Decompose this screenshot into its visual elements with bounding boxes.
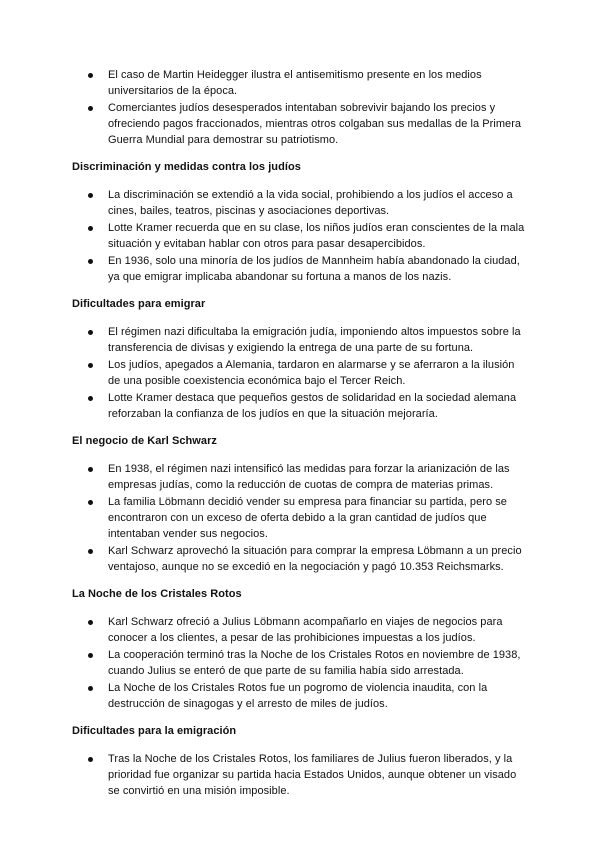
bullet-icon — [88, 193, 93, 198]
bullet-icon — [88, 396, 93, 401]
bullet-icon — [88, 73, 93, 78]
list-item-text: La Noche de los Cristales Rotos fue un pogromo de violencia inaudita, con la destrucción de sinagogas y el arresto de miles de judíos. — [108, 682, 488, 710]
list-item — [72, 461, 528, 493]
list-item — [72, 390, 528, 422]
list-item-text: Tras la Noche de los Cristales Rotos, los familiares de Julius fueron liberados, y la prioridad fue organizar su partida hacia Estados Unidos, aunque obtener un visado se convirtió en una misión imposible. — [108, 753, 517, 797]
list-item — [72, 100, 528, 148]
section-heading: El negocio de Karl Schwarz — [72, 435, 217, 447]
list-item — [72, 357, 528, 389]
list-item-text: Karl Schwarz aprovechó la situación para comprar la empresa Löbmann a un precio ventajoso, aunque no se excedió en la negociación y pagó 10.353 Reichsmarks. — [108, 545, 522, 573]
list-item — [72, 324, 528, 356]
bullet-icon — [88, 549, 93, 554]
bullet-icon — [88, 757, 93, 762]
bullet-list — [72, 614, 528, 712]
bullet-list — [72, 187, 528, 285]
list-item-text: El régimen nazi dificultaba la emigración judía, imponiendo altos impuestos sobre la transferencia de divisas y exigiendo la entrega de una parte de su fortuna. — [108, 326, 521, 354]
list-item — [72, 647, 528, 679]
document-content — [72, 67, 528, 800]
list-item — [72, 253, 528, 285]
list-item-text: Comerciantes judíos desesperados intentaban sobrevivir bajando los precios y ofreciendo pagos fraccionados, mientras otros colgaban sus medallas de la Primera Guerra Mundial para demostrar su patriotismo. — [108, 102, 522, 146]
section-continuation — [72, 67, 528, 148]
list-item-text: Lotte Kramer recuerda que en su clase, los niños judíos eran conscientes de la mala situación y evitaban hablar con otros para pasar desapercibidos. — [108, 222, 525, 250]
section-dificultades-emigracion — [72, 723, 528, 799]
section-heading: La Noche de los Cristales Rotos — [72, 588, 242, 600]
bullet-list — [72, 324, 528, 422]
bullet-icon — [88, 106, 93, 111]
list-item-text: El caso de Martin Heidegger ilustra el antisemitismo presente en los medios universitarios de la época. — [108, 69, 482, 97]
list-item-text: Los judíos, apegados a Alemania, tardaron en alarmarse y se aferraron a la ilusión de una posible coexistencia económica bajo el Tercer Reich. — [108, 359, 515, 387]
bullet-icon — [88, 653, 93, 658]
list-item — [72, 680, 528, 712]
section-heading: Dificultades para emigrar — [72, 298, 206, 310]
list-item — [72, 751, 528, 799]
bullet-icon — [88, 686, 93, 691]
bullet-icon — [88, 467, 93, 472]
section-dificultades-emigrar — [72, 296, 528, 422]
list-item-text: Karl Schwarz ofreció a Julius Löbmann acompañarlo en viajes de negocios para conocer a los clientes, a pesar de las prohibiciones impuestas a los judíos. — [108, 616, 503, 644]
list-item-text: La discriminación se extendió a la vida social, prohibiendo a los judíos el acceso a cines, bailes, teatros, piscinas y asociaciones deportivas. — [108, 189, 513, 217]
list-item-text: Lotte Kramer destaca que pequeños gestos de solidaridad en la sociedad alemana reforzaban la confianza de los judíos en que la situación mejoraría. — [108, 392, 517, 420]
section-negocio-karl-schwarz — [72, 433, 528, 575]
list-item — [72, 187, 528, 219]
list-item-text: La familia Löbmann decidió vender su empresa para financiar su partida, pero se encontraron con un exceso de oferta debido a la gran cantidad de judíos que intentaban vender sus negocios. — [108, 496, 507, 540]
bullet-icon — [88, 620, 93, 625]
bullet-icon — [88, 500, 93, 505]
list-item-text: La cooperación terminó tras la Noche de los Cristales Rotos en noviembre de 1938, cuando Julius se enteró de que parte de su familia había sido arrestada. — [108, 649, 521, 677]
list-item — [72, 543, 528, 575]
list-item-text: En 1938, el régimen nazi intensificó las medidas para forzar la arianización de las empresas judías, como la reducción de cuotas de compra de materias primas. — [108, 463, 510, 491]
section-discriminacion — [72, 159, 528, 285]
list-item — [72, 67, 528, 99]
bullet-icon — [88, 259, 93, 264]
section-heading: Discriminación y medidas contra los judíos — [72, 161, 301, 173]
bullet-list — [72, 461, 528, 575]
section-noche-cristales-rotos — [72, 586, 528, 712]
section-heading: Dificultades para la emigración — [72, 725, 237, 737]
list-item — [72, 494, 528, 542]
list-item-text: En 1936, solo una minoría de los judíos de Mannheim había abandonado la ciudad, ya que emigrar implicaba abandonar su fortuna a manos de los nazis. — [108, 255, 520, 283]
bullet-list — [72, 67, 528, 148]
bullet-icon — [88, 330, 93, 335]
list-item — [72, 220, 528, 252]
bullet-list — [72, 751, 528, 799]
bullet-icon — [88, 363, 93, 368]
list-item — [72, 614, 528, 646]
bullet-icon — [88, 226, 93, 231]
